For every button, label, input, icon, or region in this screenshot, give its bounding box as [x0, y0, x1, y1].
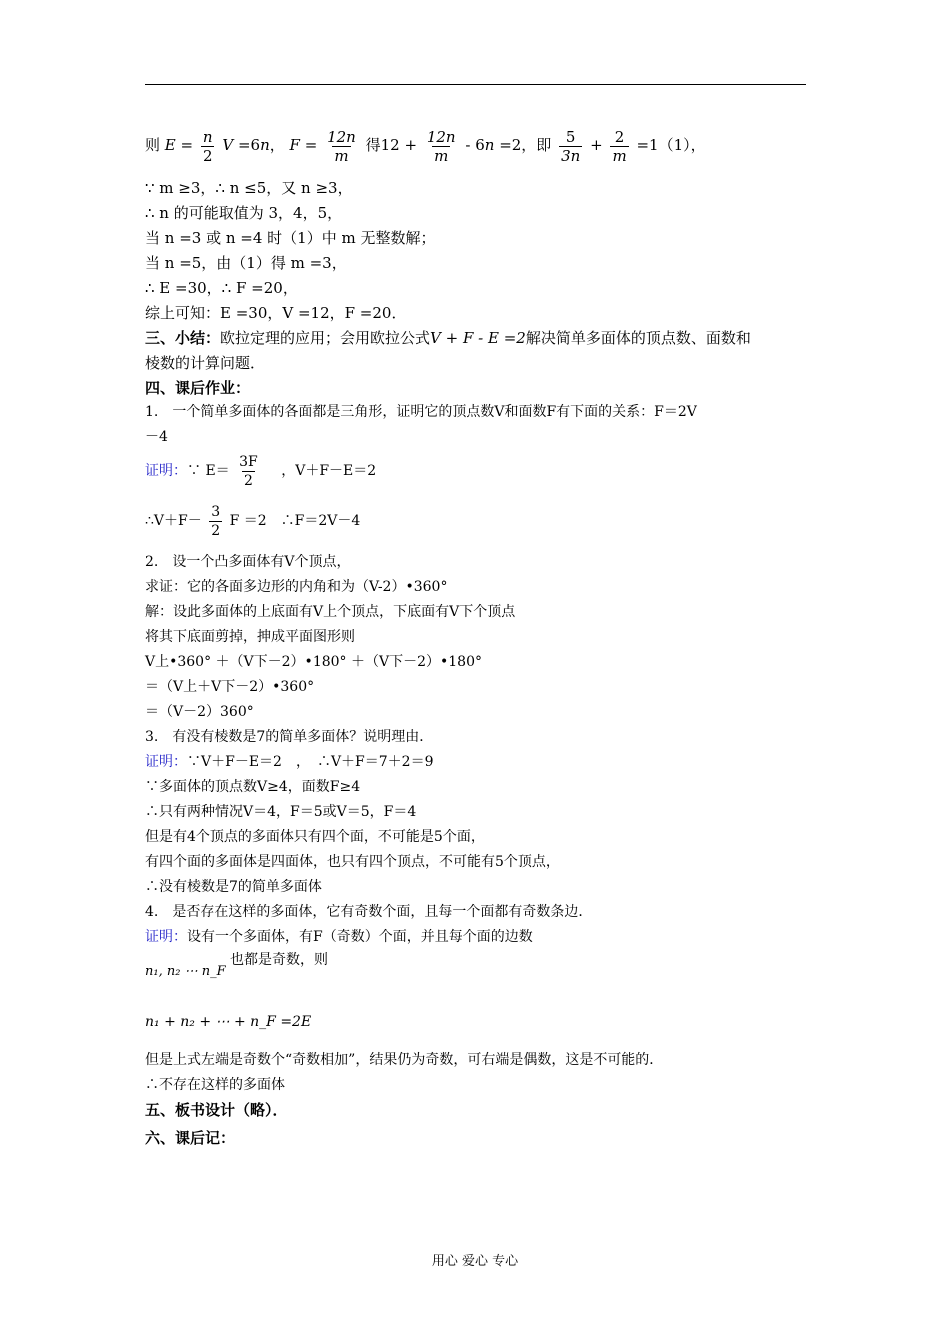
equation-line-4: 当 n =3 或 n =4 时（1）中 m 无整数解；	[145, 229, 436, 247]
q4-line-3: ∴不存在这样的多面体	[145, 1077, 285, 1093]
fraction-12n-over-m-2: $\frac{12n}{m}$	[426, 127, 456, 165]
q2-line-3: 解：设此多面体的上底面有V上个顶点，下底面有V下个顶点	[145, 604, 516, 620]
q4-line-2: 但是上式左端是奇数个“奇数相加”，结果仍为奇数，可右端是偶数，这是不可能的．	[145, 1052, 664, 1068]
equation-line-2: ∵ m ≥3，∴ n ≤5，又 n ≥3，	[145, 179, 353, 197]
q1-line-2: －4	[145, 429, 168, 445]
proof-label: 证明：	[145, 463, 187, 479]
q4-line-1: 4. 是否存在这样的多面体，它有奇数个面，且每一个面都有奇数条边．	[145, 904, 593, 920]
q2-line-5: V上•360° ＋（V下－2）•180° ＋（V下－2）•180°	[145, 654, 482, 670]
q4-sequence: n₁, n₂ ⋯ n_F	[145, 964, 226, 979]
homework-heading: 四、课后作业：	[145, 379, 251, 397]
fraction-2-over-m: $\frac{2}{m}$	[612, 127, 627, 165]
summary-line-2: 棱数的计算问题．	[145, 354, 266, 372]
q3-line-2: ∵多面体的顶点数V≥4，面数F≥4	[145, 779, 361, 795]
fraction-n-over-2: $\frac{n}{2}$	[202, 127, 213, 165]
q1-proof-line-2: ∴V＋F－ $\frac{3}{2}$ F ＝2 ∴F＝2V－4	[145, 503, 361, 539]
equation-line-6: ∴ E =30，∴ F =20，	[145, 279, 298, 297]
q3-line-5: 有四个面的多面体是四面体，也只有四个顶点，不可能有5个顶点，	[145, 854, 560, 870]
after-class-notes-heading: 六、课后记：	[145, 1129, 236, 1147]
q1-line-1: 1. 一个简单多面体的各面都是三角形，证明它的顶点数V和面数F有下面的关系：F＝2V	[145, 404, 697, 420]
equation-line-7: 综上可知：E =30，V =12，F =20．	[145, 304, 407, 322]
q3-line-6: ∴没有棱数是7的简单多面体	[145, 879, 322, 895]
fraction-12n-over-m: $\frac{12n}{m}$	[327, 127, 356, 165]
summary-heading: 三、小结：	[145, 329, 221, 347]
q3-proof-line: 证明：∵V＋F－E＝2 ， ∴V＋F＝7＋2＝9	[145, 754, 434, 770]
fraction-5-over-3n: $\frac{5}{3n}$	[561, 127, 581, 165]
summary-line-1: 三、小结：欧拉定理的应用；会用欧拉公式V + F - E =2解决简单多面体的顶点数、面数和	[145, 329, 751, 347]
q3-line-1: 3. 有没有棱数是7的简单多面体？说明理由．	[145, 729, 434, 745]
header-rule	[145, 84, 806, 85]
q2-line-2: 求证：它的各面多边形的内角和为（V-2）•360°	[145, 579, 448, 595]
q2-line-4: 将其下底面剪掉，抻成平面图形则	[145, 629, 355, 645]
q4-sum-equation: n₁ + n₂ + ⋯ + n_F =2E	[145, 1014, 312, 1030]
page-footer: 用心 爱心 专心	[431, 1254, 519, 1269]
q2-line-1: 2. 设一个凸多面体有V个顶点，	[145, 554, 351, 570]
equation-line-1: 则 E = $\frac{n}{2}$ V =6n， F = $\frac{12n}{m}$ 得12 + $\frac{12n}{m}$ - 6n =2，即 $\frac{5}{3n}$ + $\frac{2}{m}$ =1（1），	[145, 127, 706, 165]
q1-proof-line-1: 证明：∵ E＝ $\frac{3F}{2}$ ，V＋F－E＝2	[145, 453, 377, 489]
q4-proof-line: 证明：设有一个多面体，有F（奇数）个面，并且每个面的边数	[145, 929, 533, 945]
q2-line-6: ＝（V上＋V下－2）•360°	[145, 679, 315, 695]
q3-line-3: ∴只有两种情况V＝4，F＝5或V＝5，F＝4	[145, 804, 417, 820]
equation-line-5: 当 n =5，由（1）得 m =3，	[145, 254, 347, 272]
q2-line-7: ＝（V－2）360°	[145, 704, 254, 720]
q3-line-4: 但是有4个顶点的多面体只有四个面，不可能是5个面，	[145, 829, 485, 845]
q4-sequence-text: 也都是奇数，则	[230, 952, 328, 968]
board-design-heading: 五、板书设计（略）．	[145, 1101, 288, 1119]
equation-line-3: ∴ n 的可能取值为 3，4，5，	[145, 204, 343, 222]
